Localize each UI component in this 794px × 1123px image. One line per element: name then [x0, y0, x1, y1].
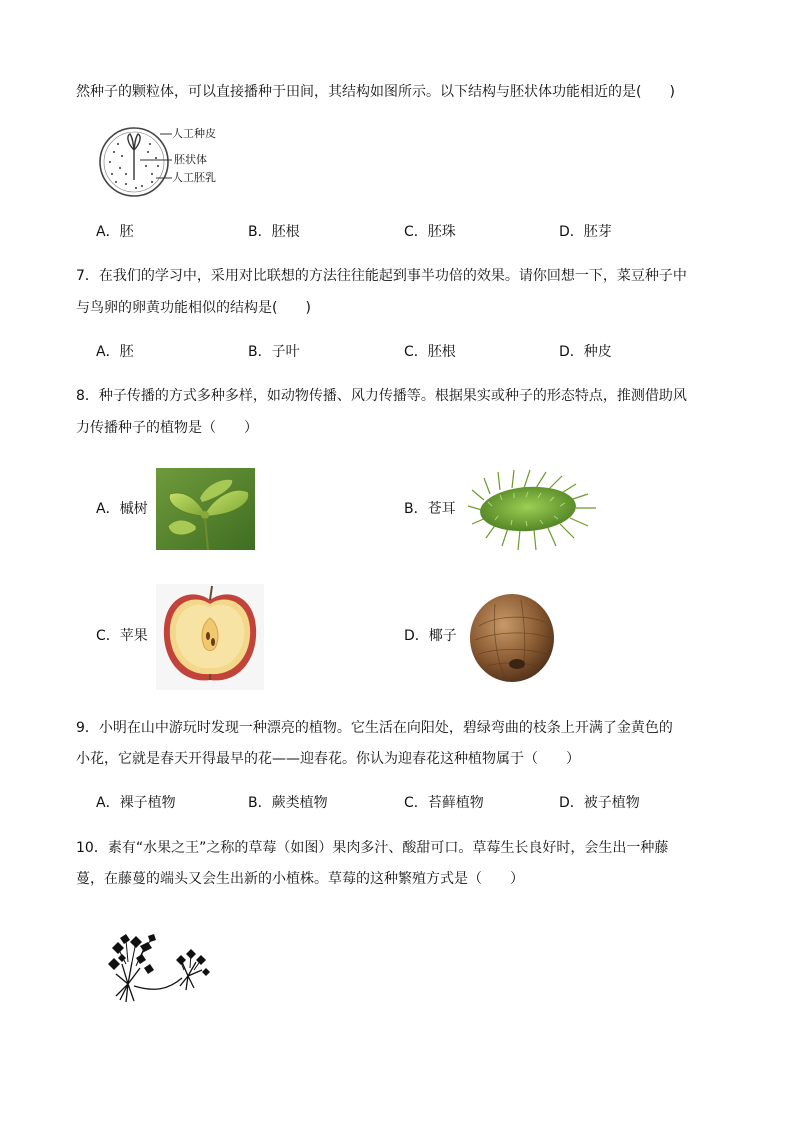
cocklebur-image: [462, 466, 604, 556]
q6-option-c[interactable]: C．胚珠: [404, 224, 456, 240]
q8-option-c[interactable]: C．苹果: [96, 628, 148, 644]
q8-stem-line-2: 力传播种子的植物是（ ）: [76, 420, 258, 436]
coconut-image: [465, 586, 559, 686]
label-artificial-seed-coat: 人工种皮: [172, 127, 216, 140]
q8-option-a[interactable]: A．槭树: [96, 501, 148, 517]
q9-option-b[interactable]: B．蕨类植物: [248, 795, 328, 811]
q9-stem-line-1: 9．小明在山中游玩时发现一种漂亮的植物。它生活在向阳处，碧绿弯曲的枝条上开满了金黄色的: [76, 720, 673, 736]
q6-option-b[interactable]: B．胚根: [248, 224, 300, 240]
q8-option-d[interactable]: D．椰子: [404, 628, 457, 644]
apple-half-image: [156, 584, 264, 690]
strawberry-runner-sketch: [104, 934, 212, 1006]
q7-option-a[interactable]: A．胚: [96, 344, 134, 360]
q8-option-b[interactable]: B．苍耳: [404, 501, 456, 517]
q7-stem-line-2: 与鸟卵的卵黄功能相似的结构是( ): [76, 300, 311, 316]
q8-stem-line-1: 8．种子传播的方式多种多样，如动物传播、风力传播等。根据果实或种子的形态特点，推测借助风: [76, 388, 687, 404]
label-embryoid: 胚状体: [174, 153, 207, 166]
q10-stem-line-2: 蔓，在藤蔓的端头又会生出新的小植株。草莓的这种繁殖方式是（ ）: [76, 871, 524, 887]
q7-option-c[interactable]: C．胚根: [404, 344, 456, 360]
q7-option-d[interactable]: D．种皮: [559, 344, 612, 360]
q7-option-b[interactable]: B．子叶: [248, 344, 300, 360]
q6-option-d[interactable]: D．胚芽: [559, 224, 612, 240]
q6-stem-line: 然种子的颗粒体，可以直接播种于田间，其结构如图所示。以下结构与胚状体功能相近的是( ): [76, 84, 675, 100]
artificial-seed-diagram: [96, 122, 256, 202]
label-artificial-endosperm: 人工胚乳: [172, 171, 216, 184]
q10-stem-line-1: 10．素有“水果之王”之称的草莓（如图）果肉多汁、酸甜可口。草莓生长良好时，会生出一种藤: [76, 840, 669, 856]
q9-option-a[interactable]: A．裸子植物: [96, 795, 176, 811]
maple-samara-image: [156, 468, 255, 550]
q9-option-c[interactable]: C．苔藓植物: [404, 795, 484, 811]
q9-stem-line-2: 小花，它就是春天开得最早的花——迎春花。你认为迎春花这种植物属于（ ）: [76, 751, 580, 767]
q7-stem-line-1: 7．在我们的学习中，采用对比联想的方法往往能起到事半功倍的效果。请你回想一下，菜豆种子中: [76, 268, 687, 284]
q6-option-a[interactable]: A．胚: [96, 224, 134, 240]
q9-option-d[interactable]: D．被子植物: [559, 795, 640, 811]
